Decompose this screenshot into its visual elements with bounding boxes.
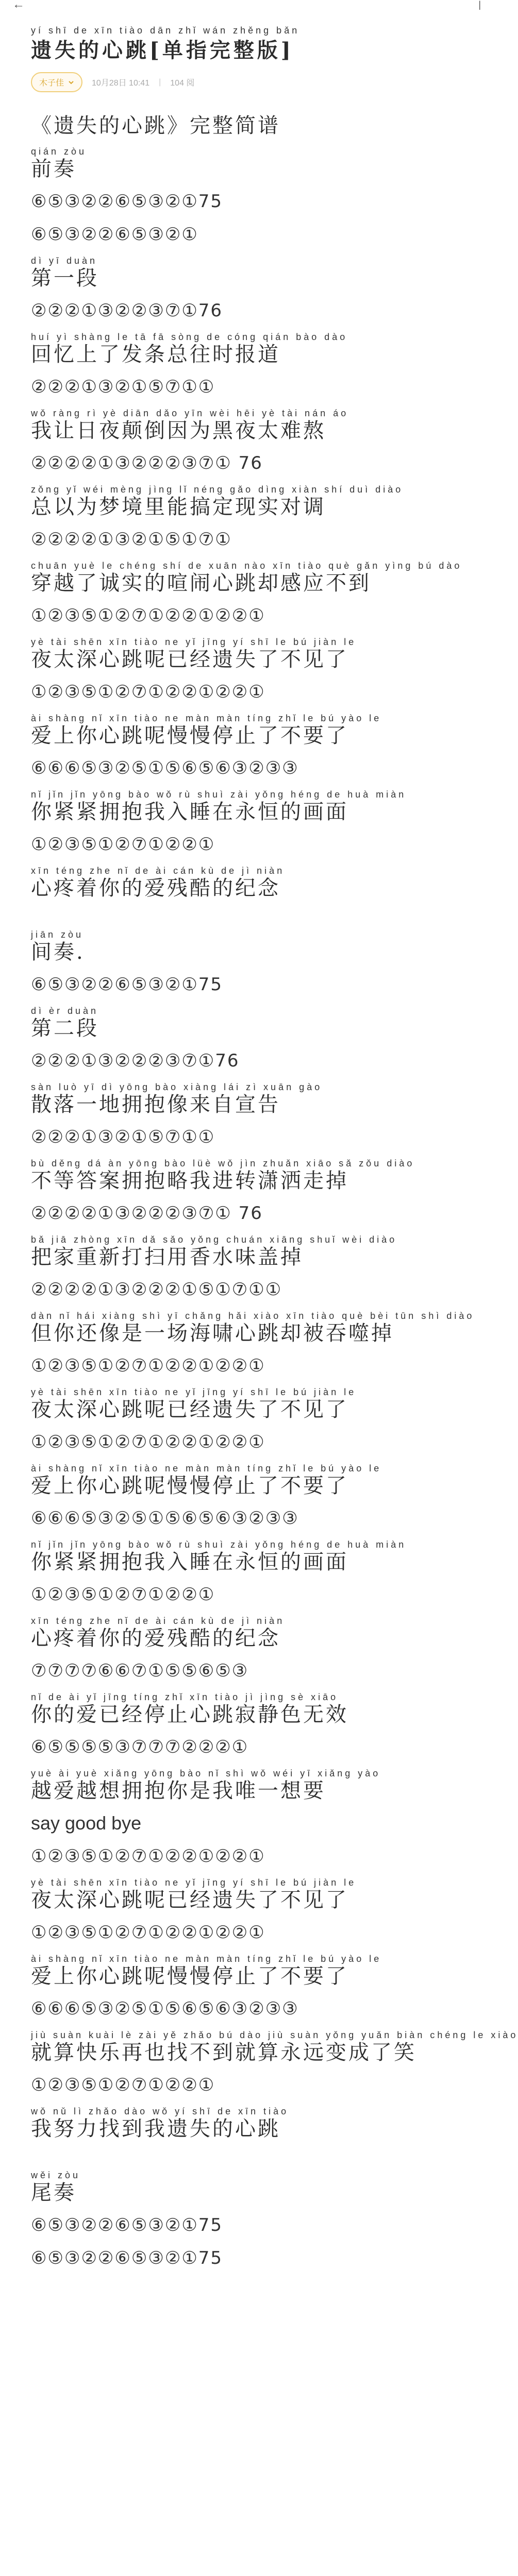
notation-text: ①②③⑤①②⑦①②②①②②① bbox=[31, 605, 265, 626]
notation-line bbox=[31, 2073, 462, 2097]
lyric-line bbox=[31, 1158, 462, 1193]
notation-text: ①②③⑤①②⑦①②②①②②① bbox=[31, 682, 265, 702]
notation-text: ①②③⑤①②⑦①②②① bbox=[31, 1584, 215, 1605]
lyric-text: 间奏. bbox=[31, 940, 85, 964]
lyric-line bbox=[31, 789, 462, 824]
notation-text: ⑥⑤③②②⑥⑤③②①75 bbox=[31, 191, 223, 212]
notation-line bbox=[31, 756, 462, 781]
lyric-line bbox=[31, 146, 462, 181]
notation-line bbox=[31, 527, 462, 552]
notation-text: ⑥⑤③②②⑥⑤③②①75 bbox=[31, 2215, 223, 2235]
lyric-line bbox=[31, 636, 462, 671]
notation-text: ②②②②①③②②②①⑤①⑦①① bbox=[31, 1279, 282, 1300]
notation-line bbox=[31, 1735, 462, 1759]
lyric-text: 夜太深心跳呢已经遗失了不见了 bbox=[31, 648, 348, 671]
lyric-text: 穿越了诚实的喧闹心跳却感应不到 bbox=[31, 571, 371, 595]
lyric-text: 回忆上了发条总往时报道 bbox=[31, 343, 280, 366]
lyric-pinyin: wǒ ràng rì yè diān dǎo yīn wèi hēi yè tài nán áo bbox=[31, 408, 349, 418]
notation-line bbox=[31, 1920, 462, 1945]
lyric-pinyin: dì yī duàn bbox=[31, 256, 98, 266]
lyric-line bbox=[31, 560, 462, 595]
lyric-text: 不等答案拥抱略我进转潇洒走掉 bbox=[31, 1169, 348, 1193]
notation-text: ②②②②①③②②②③⑦① 76 bbox=[31, 1203, 263, 1224]
lyric-pinyin: xīn téng zhe nǐ de ài cán kù de jì niàn bbox=[31, 866, 285, 876]
lyric-pinyin: xīn téng zhe nǐ de ài cán kù de jì niàn bbox=[31, 1616, 285, 1626]
lyric-text: 第二段 bbox=[31, 1016, 99, 1040]
notation-text: ⑥⑥⑥⑤③②⑤①⑤⑥⑤⑥③②③③ bbox=[31, 1998, 299, 2019]
notation-text: ①②③⑤①②⑦①②②①②②① bbox=[31, 1355, 265, 1376]
lyric-line bbox=[31, 1386, 462, 1421]
chevron-down-icon bbox=[68, 79, 74, 86]
lyric-text: 心疼着你的爱残酷的纪念 bbox=[31, 1626, 280, 1650]
lyric-line bbox=[31, 2029, 518, 2064]
notation-line bbox=[31, 1582, 462, 1607]
article-meta bbox=[31, 72, 462, 92]
notation-text: ①②③⑤①②⑦①②②① bbox=[31, 834, 215, 855]
notation-line bbox=[31, 1506, 462, 1531]
lyric-line bbox=[31, 255, 462, 290]
notation-text: ①②③⑤①②⑦①②②①②②① bbox=[31, 1922, 265, 1943]
notation-text: ②②②①③②②②③⑦①76 bbox=[31, 1050, 240, 1071]
lyric-text: 爱上你心跳呢慢慢停止了不要了 bbox=[31, 1964, 348, 1988]
lyric-line bbox=[31, 929, 462, 964]
lyric-line bbox=[31, 114, 462, 138]
lyric-line bbox=[31, 2170, 462, 2205]
lyric-pinyin: ài shàng nǐ xīn tiào ne màn màn tíng zhǐ le bú yào le bbox=[31, 1463, 382, 1473]
top-bar bbox=[0, 0, 493, 9]
lyric-line bbox=[31, 1081, 462, 1116]
lyric-pinyin: huí yì shàng le tā fā sòng de cóng qián bào dào bbox=[31, 332, 348, 342]
notation-text: ⑥⑥⑥⑤③②⑤①⑤⑥⑤⑥③②③③ bbox=[31, 1508, 299, 1529]
lyric-line bbox=[31, 1768, 462, 1803]
lyric-text: 你紧紧拥抱我入睡在永恒的画面 bbox=[31, 1550, 348, 1574]
notation-line bbox=[31, 832, 462, 857]
lyric-text: 夜太深心跳呢已经遗失了不见了 bbox=[31, 1398, 348, 1421]
article-title: 遗失的心跳[单指完整版] bbox=[31, 38, 294, 62]
notation-text: ①②③⑤①②⑦①②②①②②① bbox=[31, 1846, 265, 1867]
notation-line bbox=[31, 1277, 462, 1302]
section-gap bbox=[31, 908, 462, 929]
lyric-pinyin: nǐ jǐn jǐn yōng bào wǒ rù shuì zài yǒng héng de huà miàn bbox=[31, 789, 407, 800]
score-body bbox=[31, 114, 518, 2270]
lyric-line bbox=[31, 2106, 462, 2141]
notation-line bbox=[31, 1353, 462, 1378]
section-gap bbox=[31, 2149, 462, 2170]
notation-text: ②②②②①③②①⑤①⑦① bbox=[31, 529, 232, 550]
lyric-pinyin: ài shàng nǐ xīn tiào ne màn màn tíng zhǐ le bú yào le bbox=[31, 713, 382, 723]
notation-text: ⑥⑤③②②⑥⑤③②①75 bbox=[31, 2248, 223, 2268]
notation-line bbox=[31, 451, 462, 476]
lyric-pinyin: dàn nǐ hái xiàng shì yī chǎng hǎi xiào xīn tiào què bèi tūn shì diào bbox=[31, 1311, 475, 1321]
notation-line bbox=[31, 1430, 462, 1454]
lyric-text: 心疼着你的爱残酷的纪念 bbox=[31, 876, 280, 900]
lyric-line bbox=[31, 484, 462, 519]
lyric-pinyin: zǒng yǐ wéi mèng jìng lǐ néng gǎo dìng xiàn shí duì diào bbox=[31, 484, 404, 495]
lyric-text: 爱上你心跳呢慢慢停止了不要了 bbox=[31, 1474, 348, 1498]
lyric-text: 散落一地拥抱像来自宣告 bbox=[31, 1093, 280, 1116]
lyric-line bbox=[31, 1463, 462, 1498]
notation-line bbox=[31, 1125, 462, 1149]
lyric-line bbox=[31, 865, 462, 900]
notation-line bbox=[31, 2246, 462, 2270]
lyric-line bbox=[31, 1877, 462, 1912]
notation-line bbox=[31, 2213, 462, 2238]
notation-text: ①②③⑤①②⑦①②②①②②① bbox=[31, 1432, 265, 1452]
notation-text: ⑥⑤③②②⑥⑤③②①75 bbox=[31, 974, 223, 995]
notation-text: ⑥⑤③②②⑥⑤③②① bbox=[31, 224, 198, 245]
plain-text: say good bye bbox=[31, 1812, 142, 1834]
lyric-text: 你紧紧拥抱我入睡在永恒的画面 bbox=[31, 800, 348, 824]
lyric-text: 但你还像是一场海啸心跳却被吞噬掉 bbox=[31, 1321, 394, 1345]
lyric-line bbox=[31, 1615, 462, 1650]
notation-line bbox=[31, 1048, 462, 1073]
lyric-text: 第一段 bbox=[31, 266, 99, 290]
lyric-line bbox=[31, 1953, 462, 1988]
lyric-pinyin: bǎ jiā zhòng xīn dǎ sǎo yǒng chuán xiāng shuǐ wèi diào bbox=[31, 1234, 397, 1245]
notation-text: ②②②①③②②③⑦①76 bbox=[31, 300, 223, 321]
notation-line bbox=[31, 680, 462, 704]
meta-divider: | bbox=[159, 77, 161, 87]
notation-line bbox=[31, 375, 462, 399]
lyric-pinyin: sàn luò yī dì yōng bào xiàng lái zì xuān gào bbox=[31, 1082, 323, 1092]
title-block bbox=[31, 25, 462, 92]
notation-text: ②②②①③②①⑤⑦①① bbox=[31, 1127, 215, 1147]
notation-line bbox=[31, 972, 462, 997]
back-arrow-icon[interactable]: ← bbox=[12, 0, 25, 11]
author-tag[interactable] bbox=[31, 72, 82, 92]
lyric-line bbox=[31, 408, 462, 443]
lyric-pinyin: yè tài shēn xīn tiào ne yǐ jīng yí shī le bú jiàn le bbox=[31, 1877, 357, 1888]
lyric-text: 爱上你心跳呢慢慢停止了不要了 bbox=[31, 724, 348, 748]
lyric-pinyin: bù děng dá àn yōng bào lüè wǒ jìn zhuǎn xiāo sǎ zǒu diào bbox=[31, 1158, 415, 1168]
lyric-pinyin: chuān yuè le chéng shí de xuān nào xīn tiào què gǎn yìng bú dào bbox=[31, 561, 462, 571]
plain-line bbox=[31, 1811, 462, 1836]
lyric-text: 越爱越想拥抱你是我唯一想要 bbox=[31, 1779, 326, 1803]
lyric-pinyin: jiān zòu bbox=[31, 929, 84, 940]
lyric-pinyin: dì èr duàn bbox=[31, 1006, 99, 1016]
lyric-pinyin: jiù suàn kuài lè zài yě zhǎo bú dào jiù suàn yǒng yuǎn biàn chéng le xiào bbox=[31, 2030, 518, 2040]
notation-line bbox=[31, 603, 462, 628]
title-pinyin: yí shī de xīn tiào dān zhǐ wán zhěng bǎn bbox=[31, 25, 300, 36]
lyric-text: 你的爱已经停止心跳寂静色无效 bbox=[31, 1703, 348, 1726]
notation-line bbox=[31, 1658, 462, 1683]
lyric-line bbox=[31, 1539, 462, 1574]
lyric-text: 《遗失的心跳》完整简谱 bbox=[31, 114, 280, 138]
lyric-text: 就算快乐再也找不到就算永远变成了笑 bbox=[31, 2041, 416, 2064]
lyric-line bbox=[31, 331, 462, 366]
lyric-text: 把家重新打扫用香水味盖掉 bbox=[31, 1245, 303, 1269]
lyric-pinyin: yè tài shēn xīn tiào ne yǐ jīng yí shī le bú jiàn le bbox=[31, 637, 357, 647]
lyric-pinyin: wěi zòu bbox=[31, 2170, 81, 2180]
lyric-text: 总以为梦境里能搞定现实对调 bbox=[31, 495, 326, 519]
lyric-line bbox=[31, 1310, 475, 1345]
lyric-text: 我让日夜颠倒因为黑夜太难熬 bbox=[31, 419, 326, 443]
lyric-pinyin: ài shàng nǐ xīn tiào ne màn màn tíng zhǐ le bú yào le bbox=[31, 1954, 382, 1964]
notation-text: ⑦⑦⑦⑦⑥⑥⑦①⑤⑤⑥⑤③ bbox=[31, 1660, 249, 1681]
lyric-pinyin: yuè ài yuè xiǎng yōng bào nǐ shì wǒ wéi yī xiǎng yào bbox=[31, 1768, 381, 1778]
notation-text: ⑥⑤⑤⑤⑤③⑦⑦⑦②②②① bbox=[31, 1737, 249, 1757]
lyric-text: 尾奏 bbox=[31, 2181, 76, 2205]
author-tag-label: 木子佳 bbox=[39, 79, 64, 88]
lyric-line bbox=[31, 1234, 462, 1269]
notation-line bbox=[31, 222, 462, 247]
lyric-text: 夜太深心跳呢已经遗失了不见了 bbox=[31, 1888, 348, 1912]
notation-text: ①②③⑤①②⑦①②②① bbox=[31, 2075, 215, 2095]
view-count: 104 阅 bbox=[170, 79, 195, 88]
lyric-pinyin: wǒ nǔ lì zhǎo dào wǒ yí shī de xīn tiào bbox=[31, 2106, 289, 2116]
notation-line bbox=[31, 298, 462, 323]
notation-text: ②②②②①③②②②③⑦① 76 bbox=[31, 453, 263, 473]
lyric-text: 前奏 bbox=[31, 157, 76, 181]
notation-line bbox=[31, 1201, 462, 1226]
publish-date: 10月28日 10:41 bbox=[92, 79, 150, 88]
lyric-pinyin: yè tài shēn xīn tiào ne yǐ jīng yí shī le bú jiàn le bbox=[31, 1387, 357, 1397]
article-content bbox=[0, 9, 518, 2270]
lyric-pinyin: nǐ jǐn jǐn yōng bào wǒ rù shuì zài yǒng héng de huà miàn bbox=[31, 1539, 407, 1550]
lyric-line bbox=[31, 713, 462, 748]
notation-line bbox=[31, 1844, 462, 1869]
menu-edge-icon[interactable]: | bbox=[478, 0, 481, 10]
lyric-pinyin: qián zòu bbox=[31, 146, 87, 157]
notation-text: ②②②①③②①⑤⑦①① bbox=[31, 377, 215, 397]
lyric-line bbox=[31, 1005, 462, 1040]
lyric-line bbox=[31, 1691, 462, 1726]
notation-line bbox=[31, 1996, 462, 2021]
lyric-text: 我努力找到我遗失的心跳 bbox=[31, 2117, 280, 2141]
notation-text: ⑥⑥⑥⑤③②⑤①⑤⑥⑤⑥③②③③ bbox=[31, 758, 299, 778]
notation-line bbox=[31, 189, 462, 214]
lyric-pinyin: nǐ de ài yǐ jīng tíng zhǐ xīn tiào jì jìng sè xiāo bbox=[31, 1692, 339, 1702]
